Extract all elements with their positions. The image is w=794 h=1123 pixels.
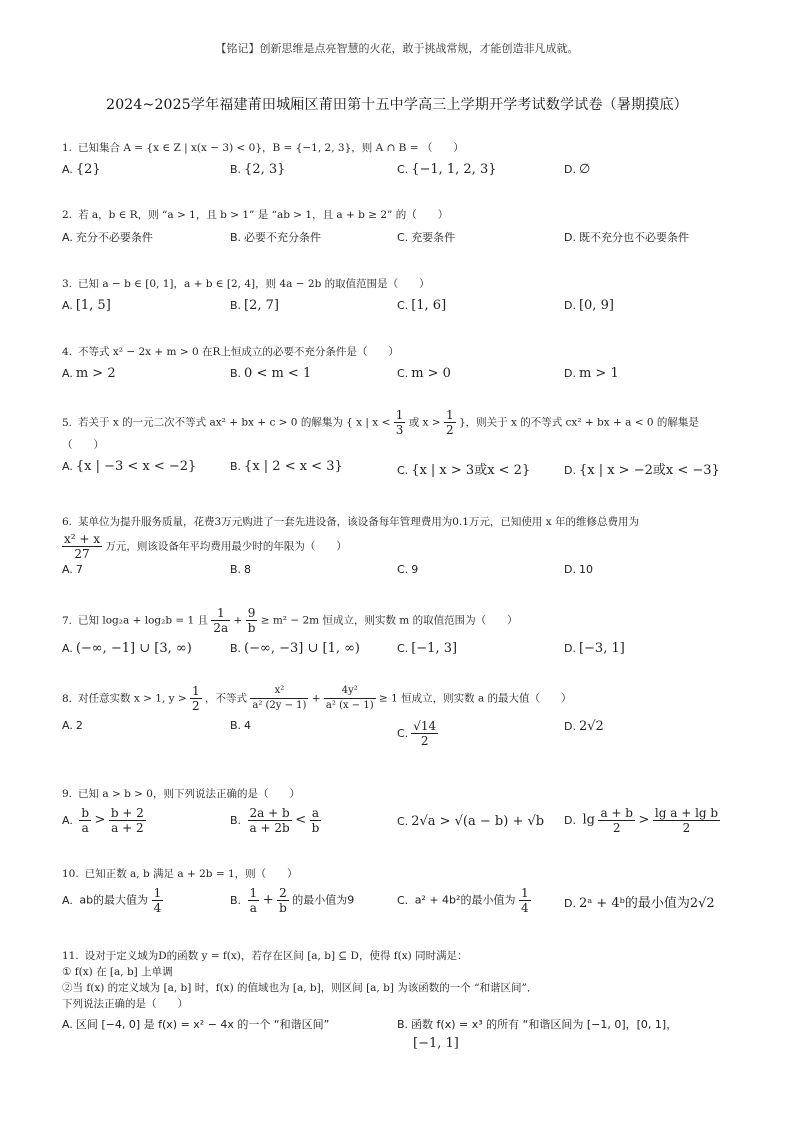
question-10 — [62, 866, 730, 920]
option-b[interactable]: B. (−∞, −3] ∪ [1, ∞) — [230, 641, 361, 656]
question-number: 5. — [62, 416, 73, 429]
fraction: $\frac{1}{3}$ — [395, 408, 404, 437]
option-d[interactable]: D. 10 — [564, 563, 593, 576]
option-c[interactable]: C. a² + 4b²的最小值为 $\frac{1}{4}$ — [397, 886, 529, 915]
option-a[interactable]: A. {x | −3 < x < −2} — [62, 459, 197, 474]
question-stem-continued: （ ） — [62, 439, 104, 451]
option-b[interactable]: B. [2, 7] — [230, 298, 279, 313]
option-a[interactable]: A. (−∞, −1] ∪ [3, ∞) — [62, 641, 192, 656]
fraction: $\frac{1}{2a}$ — [213, 606, 229, 635]
option-c[interactable]: C. {−1, 1, 2, 3} — [397, 162, 497, 177]
question-number: 11. — [62, 950, 79, 962]
fraction: $\frac{1}{2}$ — [445, 408, 454, 437]
question-9 — [62, 786, 730, 840]
option-a[interactable]: A. 2 — [62, 719, 83, 732]
question-number: 9. — [62, 788, 73, 800]
option-b[interactable]: B. 必要不充分条件 — [230, 231, 322, 244]
option-d[interactable]: D. lg $\frac{a + b}{2}$ > $\frac{\text{lg a + lg b}}{2}$ — [564, 806, 719, 835]
option-a[interactable]: A. ab的最大值为 $\frac{1}{4}$ — [62, 886, 162, 915]
option-b[interactable]: B. 4 — [230, 719, 252, 732]
option-b[interactable]: B. 0 < m < 1 — [230, 366, 312, 381]
exam-title: 2024~2025学年福建莆田城厢区莆田第十五中学高三上学期开学考试数学试卷（暑期摸底） — [106, 97, 688, 113]
question-number: 7. — [62, 614, 73, 627]
option-b[interactable]: B. 8 — [230, 563, 252, 576]
option-a[interactable]: A. [1, 5] — [62, 298, 111, 313]
question-number: 2. — [62, 209, 73, 221]
fraction: $\frac{\text{x²}}{\text{a² (2y − 1)}}$ — [252, 685, 307, 711]
option-a[interactable]: A. $\frac{b}{a}$ > $\frac{b + 2}{a + 2}$ — [62, 806, 144, 835]
option-d[interactable]: D. [0, 9] — [564, 298, 614, 313]
question-number: 8. — [62, 692, 73, 705]
question-7: 7. 已知 log₂a + log₂b = 1 且 $\frac{1}{2a}$ + $\frac{9}{b}$ ≥ m² − 2m 恒成立，则实数 m 的取值范围为（ ） A. (−∞, −1] ∪ [3, ∞) B. (−∞, −3] ∪ [1, ∞) C. [−1, 3] D. [−3, 1] — [62, 606, 625, 656]
question-stem: 若关于 x 的一元二次不等式 ax² + bx + c > 0 的解集为 { x | x < — [78, 416, 391, 429]
question-stem: 已知正数 a, b 满足 a + 2b = 1，则（ ） — [84, 868, 298, 880]
condition-2: ②当 f(x) 的定义域为 [a, b] 时，f(x) 的值域也为 [a, b]，则区间 [a, b] 为该函数的一个 “和谐区间”． — [62, 982, 538, 994]
question-stem: 已知 log₂a + log₂b = 1 且 — [78, 614, 209, 627]
question-3 — [62, 276, 730, 318]
question-8: 8. 对任意实数 x > 1, y > $\frac{1}{2}$ ，不等式 $\frac{\text{x²}}{\text{a² (2y − 1)}}$ + $\frac{\text{4y²}}{\text{a² (x − 1)}}$ ≥ 1 恒成立，则实数 a 的最大值（ ） A. 2 B. 4 C. $\frac{√14}{2}$ D. 2√2 — [62, 684, 604, 748]
question-11 — [62, 948, 730, 1056]
fraction: $\frac{\text{x² + x}}{27}$ — [64, 532, 101, 561]
question-stem: 已知集合 A = {x ∈ Z | x(x − 3) < 0}，B = {−1, 2, 3}，则 A ∩ B = （ ） — [78, 142, 464, 154]
question-number: 3. — [62, 278, 73, 290]
option-d[interactable]: D. ∅ — [564, 162, 591, 177]
question-number: 1. — [62, 142, 73, 154]
option-c[interactable]: C. $\frac{√14}{2}$ — [397, 719, 437, 748]
question-stem: 若 a，b ∈ R，则 “a > 1，且 b > 1” 是 “ab > 1，且 a + b ≥ 2” 的（ ） — [78, 209, 449, 221]
option-a[interactable]: A. {2} — [62, 162, 101, 177]
question-stem: 某单位为提升服务质量，花费3万元购进了一套先进设备，该设备每年管理费用为0.1万元，已知使用 x 年的维修总费用为 — [78, 516, 640, 528]
question-6: 6. 某单位为提升服务质量，花费3万元购进了一套先进设备，该设备每年管理费用为0.1万元，已知使用 x 年的维修总费用为 $\frac{\text{x² + x}}{27}$ 万元，则该设备年平均费用最少时的年限为（ ） A. 7 B. 8 C. 9 D. 10 — [62, 516, 640, 576]
option-b[interactable]: B. $\frac{1}{a}$ + $\frac{2}{b}$ 的最小值为9 — [230, 886, 355, 915]
fraction: $\frac{9}{b}$ — [247, 606, 256, 635]
option-a[interactable]: A. m > 2 — [62, 366, 116, 381]
question-5: 5. 若关于 x 的一元二次不等式 ax² + bx + c > 0 的解集为 { x | x < $\frac{1}{3}$ 或 x > $\frac{1}{2}$ }，则关于 x 的不等式 cx² + bx + a < 0 的解集是 （ ） A. {x | −3 < x < −2} B. {x | 2 < x < 3} C. {x | x > 3或x < 2} D. {x | x > −2或x < −3} — [62, 408, 730, 479]
option-d[interactable]: D. [−3, 1] — [564, 641, 625, 656]
option-d[interactable]: D. 2ᵃ + 4ᵇ的最小值为2√2 — [564, 896, 715, 911]
question-stem: 已知 a > b > 0，则下列说法正确的是（ ） — [78, 788, 300, 800]
option-d[interactable]: D. {x | x > −2或x < −3} — [564, 463, 720, 478]
condition-1: ① f(x) 在 [a, b] 上单调 — [62, 966, 173, 978]
fraction: $\frac{\text{4y²}}{\text{a² (x − 1)}}$ — [325, 685, 374, 711]
question-stem: 不等式 x² − 2x + m > 0 在R上恒成立的必要不充分条件是（ ） — [78, 346, 399, 358]
question-2 — [62, 207, 730, 249]
option-a[interactable]: A. 7 — [62, 563, 83, 576]
fraction: $\frac{1}{2}$ — [192, 684, 200, 713]
header-motto: 【铭记】创新思维是点亮智慧的火花，敢于挑战常规，才能创造非凡成就。 — [215, 42, 579, 55]
option-c[interactable]: C. 2√a > √(a − b) + √b — [397, 814, 545, 829]
question-stem: 对任意实数 x > 1, y > — [78, 692, 187, 705]
option-d[interactable]: D. 既不充分也不必要条件 — [564, 231, 689, 244]
option-b[interactable]: B. $\frac{2a + b}{a + 2b}$ < $\frac{a}{b}$ — [230, 806, 320, 835]
question-number: 10. — [62, 868, 79, 880]
option-c[interactable]: C. [1, 6] — [397, 298, 447, 313]
option-a[interactable]: A. 充分不必要条件 — [62, 231, 153, 244]
option-c[interactable]: C. 9 — [397, 563, 419, 576]
option-b[interactable]: B. {x | 2 < x < 3} — [230, 459, 343, 474]
option-b[interactable]: B. 函数 f(x) = x³ 的所有 “和谐区间为 [−1, 0]，[0, 1]， [−1, 1] — [397, 1018, 678, 1051]
option-d[interactable]: D. 2√2 — [564, 719, 604, 734]
option-c[interactable]: C. m > 0 — [397, 366, 451, 381]
option-b[interactable]: B. {2, 3} — [230, 162, 286, 177]
option-d[interactable]: D. m > 1 — [564, 366, 619, 381]
question-number: 6. — [62, 516, 73, 528]
question-prompt: 下列说法正确的是（ ） — [62, 998, 188, 1010]
question-1 — [62, 140, 730, 182]
question-number: 4. — [62, 346, 73, 358]
question-stem: 已知 a − b ∈ [0, 1]，a + b ∈ [2, 4]，则 4a − 2b 的取值范围是（ ） — [78, 278, 430, 290]
option-c[interactable]: C. 充要条件 — [397, 231, 456, 244]
question-stem: 设对于定义域为D的函数 y = f(x)，若存在区间 [a, b] ⊆ D，使得 f(x) 同时满足： — [84, 950, 468, 962]
option-a[interactable]: A. 区间 [−4, 0] 是 f(x) = x² − 4x 的一个 “和谐区间” — [62, 1018, 330, 1031]
option-c[interactable]: C. {x | x > 3或x < 2} — [397, 463, 531, 478]
question-4 — [62, 344, 730, 386]
option-c[interactable]: C. [−1, 3] — [397, 641, 458, 656]
